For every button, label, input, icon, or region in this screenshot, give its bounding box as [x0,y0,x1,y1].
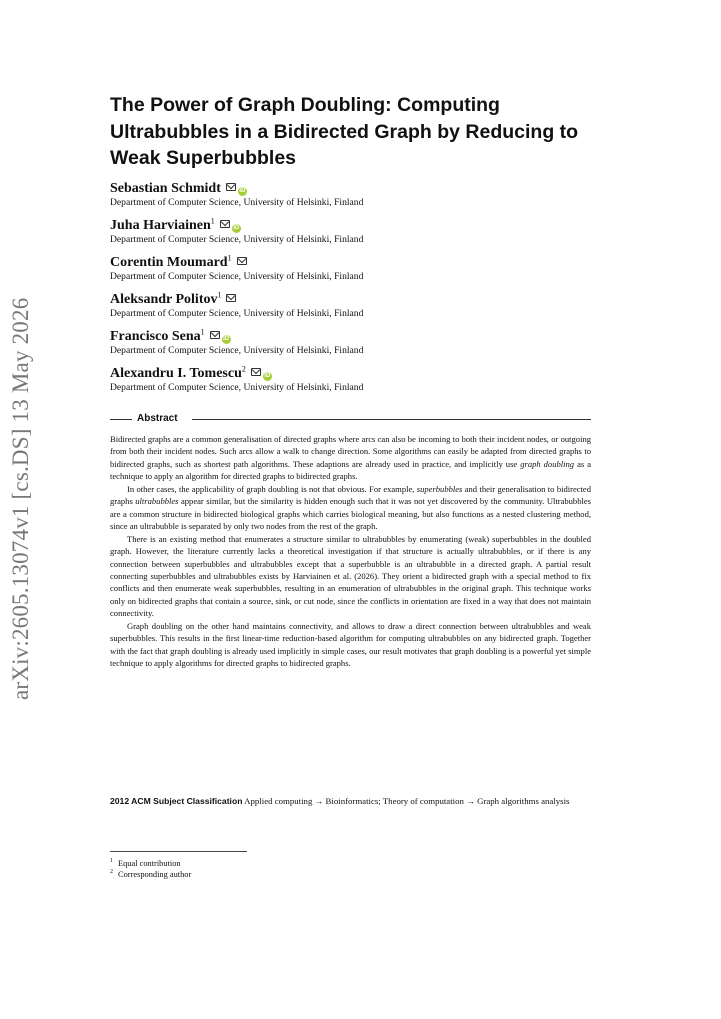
author-block [110,366,591,394]
footnote-mark: 1 [110,858,113,865]
orcid-icon[interactable]: iD [264,373,271,379]
footnote [110,870,191,880]
abstract-body [110,433,591,670]
mail-icon[interactable] [226,183,236,191]
title-line-3: Weak Superbubbles [110,147,297,169]
abstract-paragraph [110,433,591,483]
author-name: Corentin Moumard [110,255,228,270]
abstract-heading-row [110,413,591,425]
footnote-rule [110,851,247,852]
author-footnote-mark: 1 [227,253,232,263]
abstract-paragraph [110,483,591,533]
author-affiliation: Department of Computer Science, University of Helsinki, Finland [110,197,364,208]
abstract-paragraph: There is an existing method that enumerates a structure similar to ultrabubbles by enumerating (weak) superbubbles in the doubled graph. However, the literature currently lacks a theoretical investigation if that structure is actually ultrabubbles, or if there is any connection between superbubbles and ultrabubbles except that a superbubble is an ultrabubble in a directed graph. A partial result connecting superbubbles and ultrabubbles exists by Harviainen et al. (2026). They orient a bidirected graph with a special method to fix conflicts and then enumerate weak superbubbles, resulting in an enumeration of ultrabubbles in the original graph. This technique works only on bidirected graphs that contain a source, sink, or cut node, since the conflicts in orientation are fixed in a way that does not maintain connectivity. [110,533,591,619]
author-block [110,181,591,209]
mail-icon[interactable] [237,257,247,265]
acm-text: Applied computing → Bioinformatics; Theory of computation → Graph algorithms analysis [244,796,570,806]
orcid-icon[interactable]: iD [239,188,246,194]
abstract-text: and their generalisation to bidirected graphs [110,483,591,507]
author-footnote-mark: 1 [217,290,222,300]
abstract-emphasis: graph doubling [520,458,575,469]
author-name: Alexandru I. Tomescu [110,366,242,381]
arxiv-identifier: arXiv:2605.13074v1 [cs.DS] 13 May 2026 [8,297,33,700]
abstract-text: appear similar, but the similarity is hidden enough such that it was not yet discovered by the community. Ultrabubbles are a common structure in bidirected biological graphs which carries biological meaning, but also functions as a nested clustering method, since an ultrabubble is separated by only two nodes from the rest of the graph. [110,496,591,532]
mail-icon[interactable] [251,368,261,376]
author-affiliation: Department of Computer Science, University of Helsinki, Finland [110,345,364,356]
orcid-icon[interactable]: iD [223,336,230,342]
author-block [110,218,591,246]
paper-title [110,92,610,172]
abstract-paragraph: Graph doubling on the other hand maintains connectivity, and allows to draw a direct connection between ultrabubbles and weak superbubbles. This results in the first linear-time reduction-based algorithm for computing ultrabubbles on any bidirected graph. Together with the fact that graph doubling is already used implicitly in simple cases, our result motivates that graph doubling is a powerful yet simple technique to apply algorithms for directed graphs to bidirected graphs. [110,620,591,669]
author-block [110,255,591,283]
author-affiliation: Department of Computer Science, University of Helsinki, Finland [110,382,364,393]
abstract-emphasis: ultrabubbles [135,496,179,507]
author-footnote-mark: 2 [241,364,246,374]
acm-classification [110,795,591,807]
author-name: Sebastian Schmidt [110,181,221,196]
abstract-text: Bidirected graphs are a common generalisation of directed graphs where arcs can also be incoming to both their incident nodes, or outgoing from both their incident nodes. Such arcs allow a walk to change direction. Some algorithms can easily be adapted from directed graphs to bidirected graphs, such as shortest path algorithms. These adaptions are already used in practice, and implicitly use [110,434,591,469]
mail-icon[interactable] [210,331,220,339]
abstract-rule-right [192,419,591,420]
author-block [110,292,591,320]
author-footnote-mark: 1 [210,216,215,226]
author-name: Aleksandr Politov [110,292,218,307]
author-affiliation: Department of Computer Science, University of Helsinki, Finland [110,234,364,245]
abstract-emphasis: superbubbles [416,483,463,494]
mail-icon[interactable] [220,220,230,228]
footnote-text: Equal contribution [118,859,181,868]
abstract-text: In other cases, the applicability of graph doubling is not that obvious. For example, [127,483,417,494]
author-name: Francisco Sena [110,329,201,344]
author-block [110,329,591,357]
author-name: Juha Harviainen [110,218,211,233]
abstract-text: as a technique to apply an algorithm for directed graphs to bidirected graphs. [110,458,591,482]
footnote [110,859,181,869]
abstract-rule-left [110,419,132,420]
footnote-text: Corresponding author [118,870,192,879]
author-affiliation: Department of Computer Science, University of Helsinki, Finland [110,271,364,282]
abstract-heading: Abstract [137,413,178,424]
footnote-mark: 2 [110,869,113,876]
orcid-icon[interactable]: iD [233,225,240,231]
author-affiliation: Department of Computer Science, University of Helsinki, Finland [110,308,364,319]
title-line-2: Ultrabubbles in a Bidirected Graph by Reducing to [110,120,579,143]
acm-label: 2012 ACM Subject Classification [110,796,243,806]
mail-icon[interactable] [226,294,236,302]
author-footnote-mark: 1 [200,327,205,337]
title-line-1: The Power of Graph Doubling: Computing [110,94,500,116]
